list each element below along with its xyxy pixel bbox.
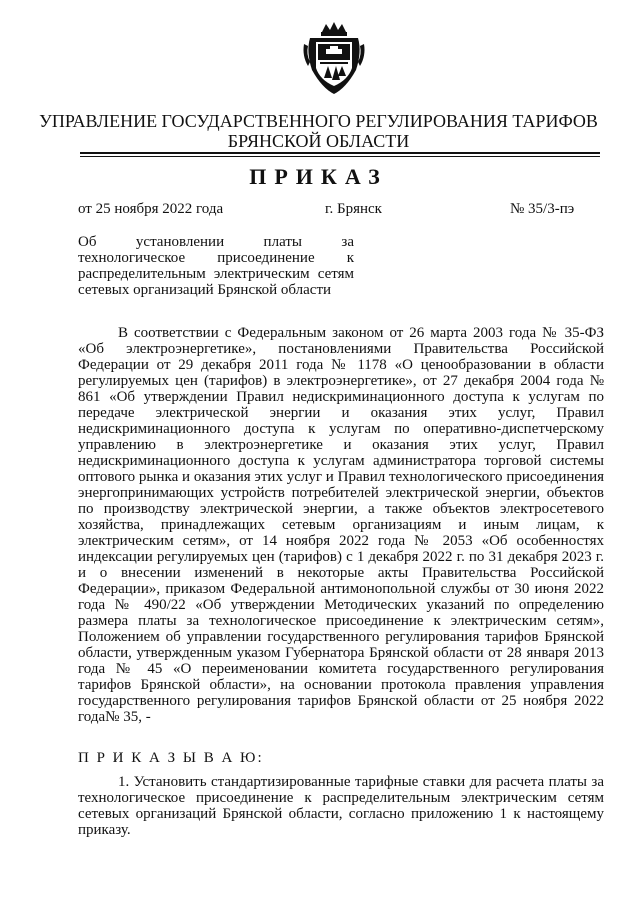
org-name-line1: УПРАВЛЕНИЕ ГОСУДАРСТВЕННОГО РЕГУЛИРОВАНИЯ ТАРИФОВ bbox=[39, 111, 598, 131]
subject-line: распределительным электрическим сетям bbox=[78, 266, 354, 282]
document-city: г. Брянск bbox=[325, 201, 382, 217]
preamble-section bbox=[78, 325, 604, 725]
header-rule-thin bbox=[80, 156, 600, 157]
subject-line: Об установлении платы за bbox=[78, 234, 354, 250]
coat-of-arms-icon bbox=[302, 22, 366, 96]
subject-line: сетевых организаций Брянской области bbox=[78, 282, 332, 298]
org-name-line2: БРЯНСКОЙ ОБЛАСТИ bbox=[227, 131, 410, 151]
decree-word: П Р И К А З Ы В А Ю: bbox=[78, 750, 264, 766]
preamble-paragraph: В соответствии с Федеральным законом от 26 марта 2003 года № 35-ФЗ «Об электроэнергетике», постановлениями Правительства Российской Федерации от 29 декабря 2011 года № 1178 «О ценообразовании в области регулируемых цен (тарифов) в электроэнергетике», от 27 декабря 2004 года № 861 «Об утверждении Правил недискриминационного доступа к услугам по передаче электрической энергии и оказания этих услуг, Правил недискриминационного доступа к услугам по оперативно-диспетчерскому управлению в электроэнергетике и оказания этих услуг, Правил недискриминационного доступа к услугам администратора торговой системы оптового рынка и оказания этих услуг и Правил технологического присоединения энергопринимающих устройств потребителей электрической энергии, объектов по производству электрической энергии, а также объектов электросетевого хозяйства, принадлежащих сетевым организациям и иным лицам, к электрическим сетям», от 14 ноября 2022 года № 2053 «Об особенностях индексации регулируемых цен (тарифов) с 1 декабря 2022 г. по 31 декабря 2023 г. и о внесении изменений в некоторые акты Правительства Российской Федерации», приказом Федеральной антимонопольной службы от 30 июня 2022 года № 490/22 «Об утверждении Методических указаний по определению размера платы за технологическое присоединение к электрическим сетям», Положением об управлении государственного регулирования тарифов Брянской области, утвержденным указом Губернатора Брянской области от 28 января 2013 года № 45 «О переименовании комитета государственного регулирования тарифов Брянской области», на основании протокола правления управления государственного регулирования тарифов Брянской области от 25 ноября 2022 года№ 35, - bbox=[78, 325, 604, 725]
document-number: № 35/3-пэ bbox=[510, 201, 575, 217]
document-date: от 25 ноября 2022 года bbox=[78, 201, 224, 217]
subject-line: технологическое присоединение к bbox=[78, 250, 354, 266]
header-rule-thick bbox=[80, 152, 600, 154]
document-subject bbox=[78, 234, 354, 298]
decree-item-1: 1. Установить стандартизированные тарифные ставки для расчета платы за технологическое присоединение к распределительным электрическим сетям сетевых организаций Брянской области, согласно приложению 1 к настоящему приказу. bbox=[78, 774, 604, 838]
document-title: ПРИКАЗ bbox=[249, 164, 388, 189]
